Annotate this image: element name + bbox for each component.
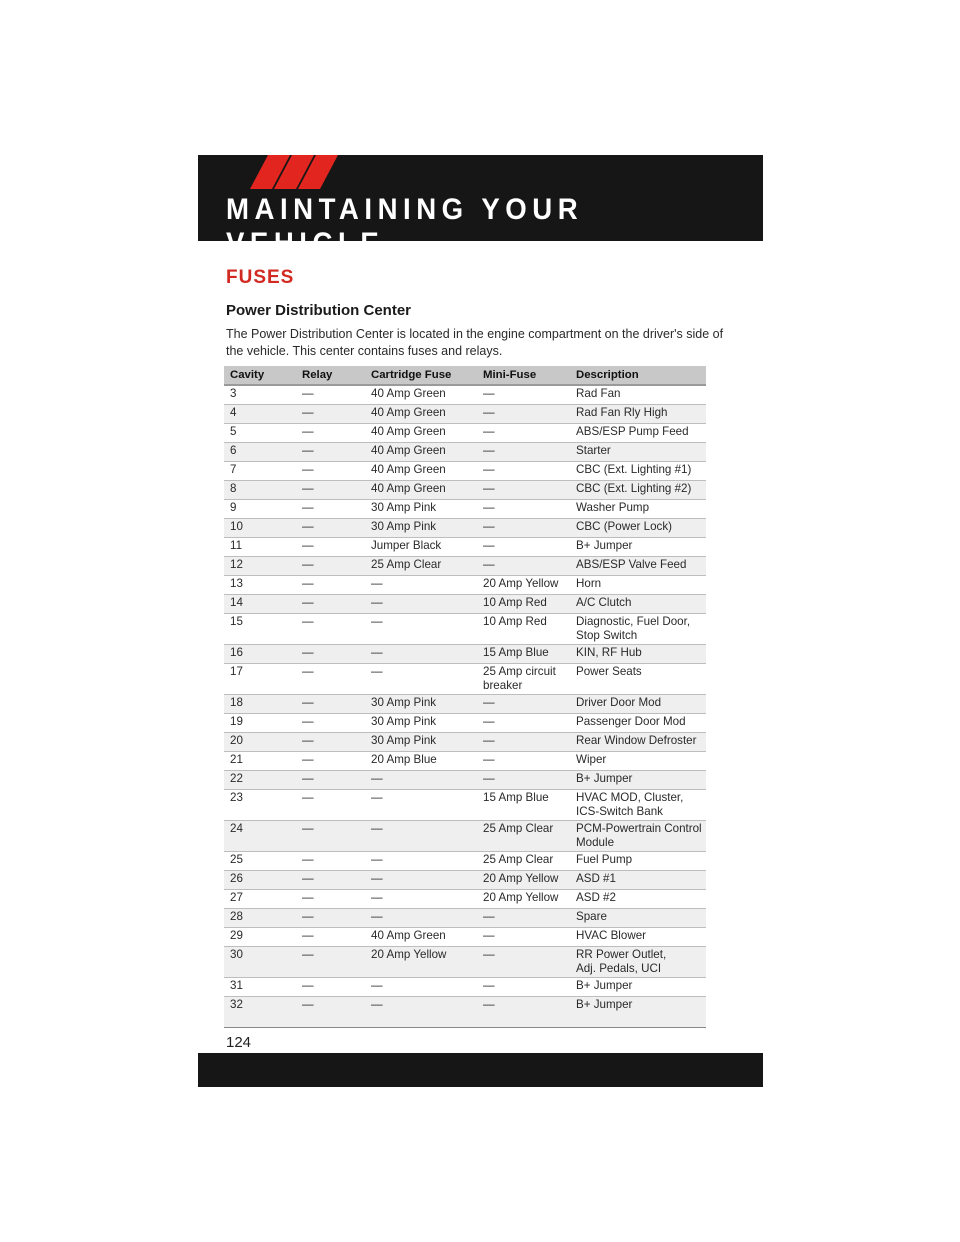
cartridge-fuse-cell: — <box>365 664 477 695</box>
cartridge-fuse-cell: 25 Amp Clear <box>365 557 477 576</box>
mini-fuse-cell: — <box>477 997 570 1028</box>
table-row <box>224 890 706 909</box>
description-cell: PCM-Powertrain Control Module <box>570 821 706 852</box>
table-row <box>224 752 706 771</box>
description-cell: ASD #2 <box>570 890 706 909</box>
table-row <box>224 424 706 443</box>
cavity-cell: 7 <box>224 462 296 481</box>
cartridge-fuse-cell: — <box>365 595 477 614</box>
description-cell: Driver Door Mod <box>570 695 706 714</box>
relay-cell: — <box>296 752 365 771</box>
description-cell: Washer Pump <box>570 500 706 519</box>
relay-cell: — <box>296 385 365 405</box>
cavity-cell: 13 <box>224 576 296 595</box>
mini-fuse-cell: — <box>477 519 570 538</box>
cartridge-fuse-cell: Jumper Black <box>365 538 477 557</box>
cartridge-fuse-cell: — <box>365 909 477 928</box>
table-row <box>224 852 706 871</box>
mini-fuse-cell: 10 Amp Red <box>477 595 570 614</box>
description-cell: B+ Jumper <box>570 538 706 557</box>
mini-fuse-cell: — <box>477 978 570 997</box>
intro-paragraph: The Power Distribution Center is located in the engine compartment on the driver's side of the vehicle. This center contains fuses and relays. <box>226 327 724 358</box>
relay-cell: — <box>296 443 365 462</box>
cavity-cell: 8 <box>224 481 296 500</box>
table-row <box>224 821 706 852</box>
cartridge-fuse-cell: 20 Amp Blue <box>365 752 477 771</box>
relay-cell: — <box>296 928 365 947</box>
description-cell: B+ Jumper <box>570 997 706 1028</box>
description-cell: Wiper <box>570 752 706 771</box>
table-row <box>224 664 706 695</box>
relay-cell: — <box>296 821 365 852</box>
mini-fuse-cell: — <box>477 443 570 462</box>
mini-fuse-cell: — <box>477 909 570 928</box>
table-row <box>224 695 706 714</box>
mini-fuse-cell: — <box>477 385 570 405</box>
header-mini-fuse: Mini-Fuse <box>477 366 570 385</box>
header-banner <box>198 155 763 260</box>
relay-cell: — <box>296 519 365 538</box>
table-row <box>224 405 706 424</box>
table-row <box>224 997 706 1028</box>
mini-fuse-cell: — <box>477 752 570 771</box>
cartridge-fuse-cell: — <box>365 821 477 852</box>
section-title: FUSES <box>226 267 295 288</box>
description-cell: Fuel Pump <box>570 852 706 871</box>
cavity-cell: 24 <box>224 821 296 852</box>
cavity-cell: 30 <box>224 947 296 978</box>
description-cell: Spare <box>570 909 706 928</box>
description-cell: CBC (Power Lock) <box>570 519 706 538</box>
description-cell: HVAC Blower <box>570 928 706 947</box>
mini-fuse-cell: 20 Amp Yellow <box>477 871 570 890</box>
racing-stripes-logo <box>250 155 340 189</box>
cartridge-fuse-cell: 30 Amp Pink <box>365 714 477 733</box>
footer-bar <box>198 1053 763 1087</box>
table-row <box>224 714 706 733</box>
header-cartridge-fuse: Cartridge Fuse <box>365 366 477 385</box>
mini-fuse-cell: 15 Amp Blue <box>477 645 570 664</box>
mini-fuse-cell: — <box>477 947 570 978</box>
table-header-row <box>224 366 706 385</box>
relay-cell: — <box>296 481 365 500</box>
cavity-cell: 15 <box>224 614 296 645</box>
cavity-cell: 21 <box>224 752 296 771</box>
description-cell: Rad Fan Rly High <box>570 405 706 424</box>
cartridge-fuse-cell: 20 Amp Yellow <box>365 947 477 978</box>
cartridge-fuse-cell: 40 Amp Green <box>365 443 477 462</box>
relay-cell: — <box>296 733 365 752</box>
table-row <box>224 978 706 997</box>
mini-fuse-cell: 25 Amp Clear <box>477 852 570 871</box>
description-cell: Horn <box>570 576 706 595</box>
description-cell: Passenger Door Mod <box>570 714 706 733</box>
table-row <box>224 576 706 595</box>
cartridge-fuse-cell: — <box>365 890 477 909</box>
cartridge-fuse-cell: — <box>365 614 477 645</box>
description-cell: B+ Jumper <box>570 978 706 997</box>
table-body <box>224 385 706 1028</box>
cavity-cell: 17 <box>224 664 296 695</box>
relay-cell: — <box>296 909 365 928</box>
table-row <box>224 771 706 790</box>
table-row <box>224 733 706 752</box>
cavity-cell: 3 <box>224 385 296 405</box>
cavity-cell: 20 <box>224 733 296 752</box>
table-row <box>224 790 706 821</box>
mini-fuse-cell: — <box>477 714 570 733</box>
relay-cell: — <box>296 890 365 909</box>
relay-cell: — <box>296 405 365 424</box>
relay-cell: — <box>296 997 365 1028</box>
cartridge-fuse-cell: — <box>365 771 477 790</box>
mini-fuse-cell: 10 Amp Red <box>477 614 570 645</box>
description-cell: A/C Clutch <box>570 595 706 614</box>
cavity-cell: 5 <box>224 424 296 443</box>
cartridge-fuse-cell: 30 Amp Pink <box>365 695 477 714</box>
description-cell: B+ Jumper <box>570 771 706 790</box>
table-row <box>224 481 706 500</box>
relay-cell: — <box>296 538 365 557</box>
relay-cell: — <box>296 947 365 978</box>
mini-fuse-cell: — <box>477 928 570 947</box>
table-row <box>224 500 706 519</box>
cavity-cell: 23 <box>224 790 296 821</box>
cavity-cell: 22 <box>224 771 296 790</box>
cartridge-fuse-cell: — <box>365 790 477 821</box>
cartridge-fuse-cell: 30 Amp Pink <box>365 519 477 538</box>
table-row <box>224 947 706 978</box>
relay-cell: — <box>296 595 365 614</box>
description-cell: Power Seats <box>570 664 706 695</box>
relay-cell: — <box>296 645 365 664</box>
mini-fuse-cell: 15 Amp Blue <box>477 790 570 821</box>
relay-cell: — <box>296 614 365 645</box>
cavity-cell: 26 <box>224 871 296 890</box>
description-cell: Starter <box>570 443 706 462</box>
description-cell: ASD #1 <box>570 871 706 890</box>
relay-cell: — <box>296 576 365 595</box>
cartridge-fuse-cell: — <box>365 576 477 595</box>
description-cell: Rad Fan <box>570 385 706 405</box>
description-cell: HVAC MOD, Cluster, ICS-Switch Bank <box>570 790 706 821</box>
mini-fuse-cell: — <box>477 538 570 557</box>
mini-fuse-cell: 25 Amp Clear <box>477 821 570 852</box>
mini-fuse-cell: 25 Amp circuit breaker <box>477 664 570 695</box>
cavity-cell: 12 <box>224 557 296 576</box>
table-row <box>224 595 706 614</box>
cartridge-fuse-cell: — <box>365 645 477 664</box>
cartridge-fuse-cell: 30 Amp Pink <box>365 500 477 519</box>
cartridge-fuse-cell: 30 Amp Pink <box>365 733 477 752</box>
cartridge-fuse-cell: 40 Amp Green <box>365 928 477 947</box>
cavity-cell: 10 <box>224 519 296 538</box>
cavity-cell: 27 <box>224 890 296 909</box>
cartridge-fuse-cell: — <box>365 871 477 890</box>
mini-fuse-cell: — <box>477 462 570 481</box>
cavity-cell: 11 <box>224 538 296 557</box>
header-relay: Relay <box>296 366 365 385</box>
cartridge-fuse-cell: 40 Amp Green <box>365 424 477 443</box>
table-row <box>224 645 706 664</box>
mini-fuse-cell: — <box>477 771 570 790</box>
table-row <box>224 614 706 645</box>
mini-fuse-cell: 20 Amp Yellow <box>477 890 570 909</box>
table-row <box>224 871 706 890</box>
cartridge-fuse-cell: 40 Amp Green <box>365 481 477 500</box>
cavity-cell: 14 <box>224 595 296 614</box>
description-cell: CBC (Ext. Lighting #1) <box>570 462 706 481</box>
cartridge-fuse-cell: 40 Amp Green <box>365 462 477 481</box>
cavity-cell: 16 <box>224 645 296 664</box>
relay-cell: — <box>296 424 365 443</box>
cavity-cell: 9 <box>224 500 296 519</box>
table-row <box>224 928 706 947</box>
cavity-cell: 32 <box>224 997 296 1028</box>
relay-cell: — <box>296 771 365 790</box>
table-row <box>224 443 706 462</box>
relay-cell: — <box>296 871 365 890</box>
cartridge-fuse-cell: — <box>365 978 477 997</box>
mini-fuse-cell: 20 Amp Yellow <box>477 576 570 595</box>
cartridge-fuse-cell: — <box>365 997 477 1028</box>
relay-cell: — <box>296 500 365 519</box>
table-row <box>224 909 706 928</box>
description-cell: Rear Window Defroster <box>570 733 706 752</box>
relay-cell: — <box>296 790 365 821</box>
cavity-cell: 18 <box>224 695 296 714</box>
relay-cell: — <box>296 852 365 871</box>
table-row <box>224 538 706 557</box>
header-description: Description <box>570 366 706 385</box>
relay-cell: — <box>296 664 365 695</box>
table-row <box>224 519 706 538</box>
description-cell: KIN, RF Hub <box>570 645 706 664</box>
mini-fuse-cell: — <box>477 733 570 752</box>
header-cavity: Cavity <box>224 366 296 385</box>
description-cell: ABS/ESP Valve Feed <box>570 557 706 576</box>
mini-fuse-cell: — <box>477 481 570 500</box>
mini-fuse-cell: — <box>477 424 570 443</box>
cartridge-fuse-cell: — <box>365 852 477 871</box>
cartridge-fuse-cell: 40 Amp Green <box>365 385 477 405</box>
description-cell: ABS/ESP Pump Feed <box>570 424 706 443</box>
cavity-cell: 29 <box>224 928 296 947</box>
relay-cell: — <box>296 557 365 576</box>
mini-fuse-cell: — <box>477 557 570 576</box>
description-cell: CBC (Ext. Lighting #2) <box>570 481 706 500</box>
cavity-cell: 19 <box>224 714 296 733</box>
mini-fuse-cell: — <box>477 500 570 519</box>
chapter-title: MAINTAINING YOUR VEHICLE <box>226 193 584 260</box>
table-row <box>224 385 706 405</box>
cavity-cell: 6 <box>224 443 296 462</box>
relay-cell: — <box>296 695 365 714</box>
relay-cell: — <box>296 978 365 997</box>
page-number: 124 <box>226 1034 252 1051</box>
relay-cell: — <box>296 462 365 481</box>
cavity-cell: 28 <box>224 909 296 928</box>
cartridge-fuse-cell: 40 Amp Green <box>365 405 477 424</box>
relay-cell: — <box>296 714 365 733</box>
mini-fuse-cell: — <box>477 405 570 424</box>
table-row <box>224 462 706 481</box>
mini-fuse-cell: — <box>477 695 570 714</box>
table-row <box>224 557 706 576</box>
cavity-cell: 4 <box>224 405 296 424</box>
cavity-cell: 25 <box>224 852 296 871</box>
subsection-title: Power Distribution Center <box>226 302 412 319</box>
description-cell: RR Power Outlet, Adj. Pedals, UCI <box>570 947 706 978</box>
description-cell: Diagnostic, Fuel Door, Stop Switch <box>570 614 706 645</box>
fuse-table <box>224 366 706 1028</box>
cavity-cell: 31 <box>224 978 296 997</box>
